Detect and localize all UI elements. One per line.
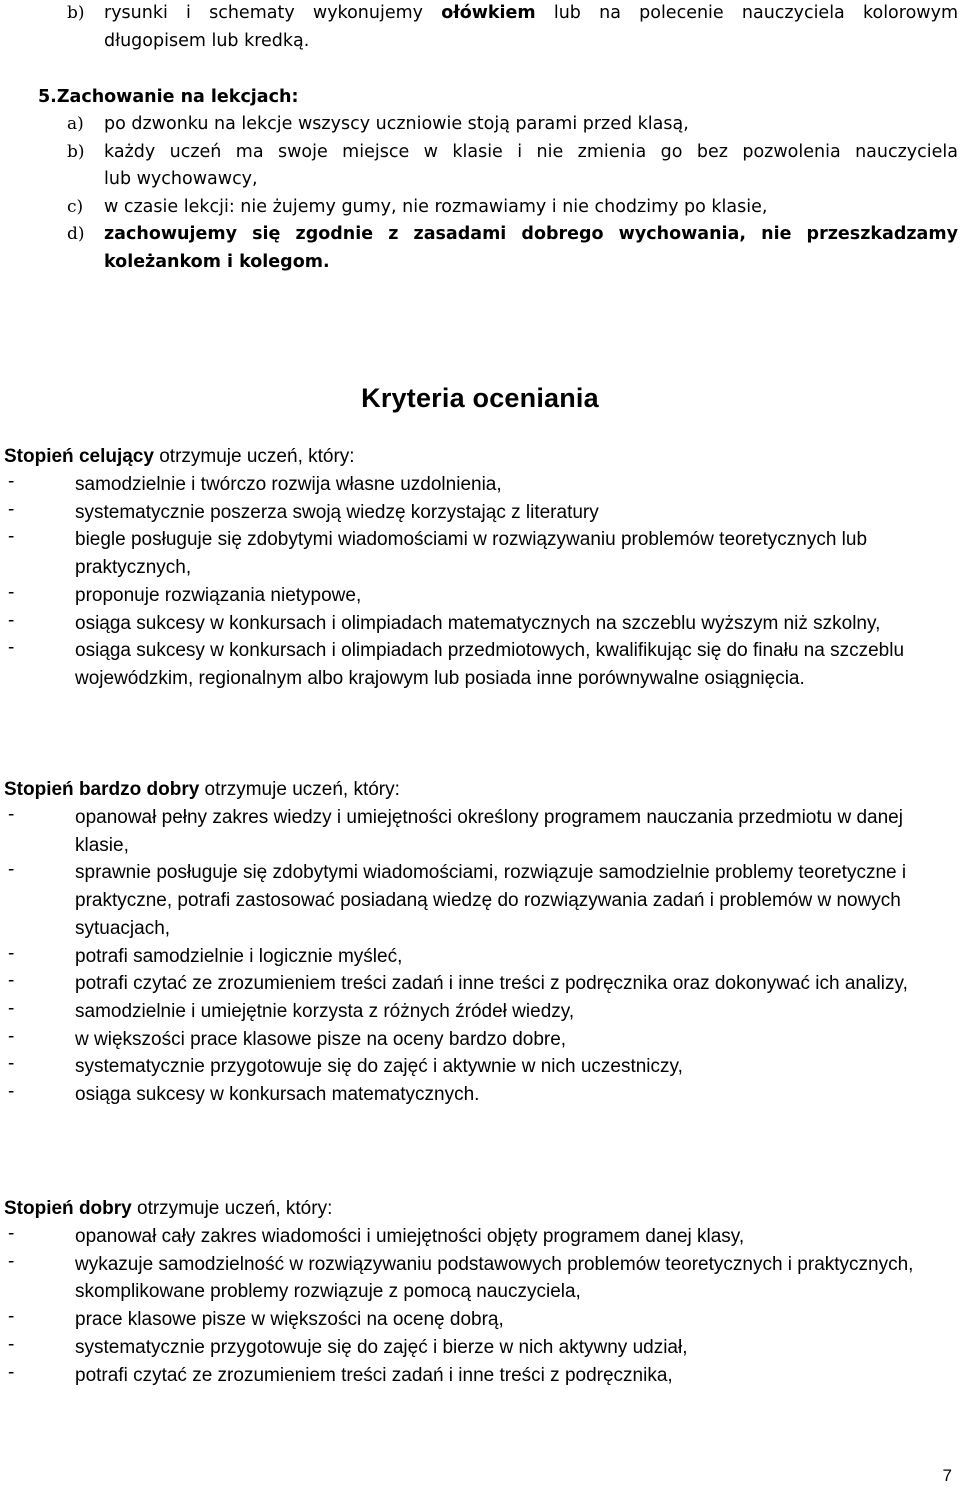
- list-item: [0, 194, 960, 222]
- rule-b-drawing: [0, 0, 960, 28]
- criteria-item-text: systematycznie przygotowuje się do zajęć i aktywnie w nich uczestniczy,: [75, 1056, 683, 1078]
- bullet-dash: -: [8, 1250, 15, 1272]
- bullet-dash: -: [8, 1081, 15, 1103]
- criteria-item-text: potrafi samodzielnie i logicznie myśleć,: [75, 945, 403, 967]
- list-item-text: po dzwonku na lekcje wszyscy uczniowie stoją parami przed klasą,: [104, 114, 689, 134]
- criteria-item-text: potrafi czytać ze zrozumieniem treści zadań i inne treści z podręcznika oraz dokonywać ich analizy,: [75, 973, 908, 995]
- criteria-item: [4, 499, 954, 527]
- criteria-item-text: sprawnie posługuje się zdobytymi wiadomościami, rozwiązuje samodzielnie problemy teoretyczne i praktyczne, potrafi zastosować posiadaną wiedzę do rozwiązywania zadań i problemów w nowych sytuacjach,: [75, 862, 907, 939]
- criteria-item-text: proponuje rozwiązania nietypowe,: [75, 584, 362, 606]
- criteria-item: [4, 1223, 954, 1251]
- bullet-dash: -: [8, 609, 15, 631]
- criteria-item: [4, 526, 954, 581]
- criteria-item: [4, 804, 954, 859]
- bullet-dash: -: [8, 1306, 15, 1328]
- criteria-item-text: osiąga sukcesy w konkursach i olimpiadach przedmiotowych, kwalifikując się do finału na szczeblu wojewódzkim, regionalnym albo krajowym lub posiada inne porównywalne osiągnięcia.: [75, 640, 905, 689]
- criteria-item-text: systematycznie przygotowuje się do zajęć i bierze w nich aktywny udział,: [75, 1336, 688, 1358]
- grade-name: Stopień bardzo dobry: [4, 779, 200, 800]
- bullet-dash: -: [8, 1361, 15, 1383]
- bullet-dash: -: [8, 804, 15, 825]
- grade-suffix: otrzymuje uczeń, który:: [199, 779, 400, 800]
- list-marker: b): [67, 3, 85, 23]
- list-item-text: koleżankom i kolegom.: [104, 251, 330, 272]
- list-item: [0, 139, 960, 167]
- criteria-item: [4, 970, 954, 998]
- page-title: Kryteria oceniania: [361, 383, 599, 413]
- bullet-dash: -: [8, 581, 15, 603]
- list-item-text: zachowujemy się zgodnie z zasadami dobrego wychowania, nie przeszkadzamy: [104, 224, 958, 244]
- grade-section-bardzo-dobry: [4, 776, 954, 1109]
- bullet-dash: -: [8, 1333, 15, 1355]
- bullet-dash: -: [8, 997, 15, 1019]
- list-item-text: rysunki i schematy wykonujemy ołówkiem lub na polecenie nauczyciela kolorowym: [104, 3, 958, 23]
- bullet-dash: -: [8, 526, 15, 548]
- heading-text: 5.Zachowanie na lekcjach:: [38, 87, 299, 107]
- criteria-item: [4, 610, 954, 638]
- grade-heading: [4, 443, 954, 471]
- bullet-dash: -: [8, 1053, 15, 1075]
- criteria-item: [4, 1306, 954, 1334]
- list-item: [0, 221, 960, 249]
- grade-suffix: otrzymuje uczeń, który:: [153, 446, 355, 467]
- list-marker: d): [67, 224, 85, 244]
- criteria-item: [4, 582, 954, 610]
- criteria-item: [4, 1251, 954, 1306]
- criteria-item-text: samodzielnie i umiejętnie korzysta z różnych źródeł wiedzy,: [75, 1000, 575, 1022]
- list-item-text: w czasie lekcji: nie żujemy gumy, nie rozmawiamy i nie chodzimy po klasie,: [104, 196, 768, 217]
- criteria-item: [4, 943, 954, 971]
- criteria-item-text: osiąga sukcesy w konkursach matematycznych.: [75, 1084, 480, 1106]
- criteria-item: [4, 1362, 954, 1390]
- grade-heading: [4, 776, 954, 804]
- bullet-dash: -: [8, 970, 15, 992]
- criteria-item-text: potrafi czytać ze zrozumieniem treści zadań i inne treści z podręcznika,: [75, 1364, 673, 1386]
- criteria-item: [4, 859, 954, 942]
- page-number: 7: [942, 1466, 952, 1485]
- list-item: [0, 166, 960, 194]
- bullet-dash: -: [8, 859, 15, 881]
- rule-b-drawing-cont: [0, 28, 960, 56]
- list-marker: b): [67, 141, 85, 162]
- bullet-dash: -: [8, 1223, 15, 1244]
- criteria-item: [4, 998, 954, 1026]
- list-item-text: długopisem lub kredką.: [104, 31, 310, 51]
- criteria-item: [4, 471, 954, 499]
- criteria-item: [4, 1026, 954, 1054]
- grade-heading: [4, 1195, 954, 1223]
- bullet-dash: -: [8, 498, 15, 520]
- criteria-item-text: prace klasowe pisze w większości na ocenę dobrą,: [75, 1309, 504, 1331]
- criteria-item-text: w większości prace klasowe pisze na oceny bardzo dobre,: [75, 1028, 567, 1050]
- bullet-dash: -: [8, 1025, 15, 1047]
- grade-name: Stopień celujący: [4, 446, 154, 467]
- grade-suffix: otrzymuje uczeń, który:: [131, 1198, 333, 1219]
- bullet-dash: -: [8, 637, 15, 659]
- criteria-item: [4, 637, 954, 692]
- criteria-item: [4, 1334, 954, 1362]
- criteria-item-text: opanował cały zakres wiadomości i umiejętności objęty programem danej klasy,: [75, 1226, 745, 1247]
- bullet-dash: -: [8, 942, 15, 964]
- list-item-text: lub wychowawcy,: [104, 169, 258, 189]
- criteria-item-text: samodzielnie i twórczo rozwija własne uzdolnienia,: [75, 474, 502, 495]
- grade-name: Stopień dobry: [4, 1198, 132, 1219]
- criteria-item-text: opanował pełny zakres wiedzy i umiejętności określony programem nauczania przedmiotu w danej klasie,: [75, 807, 903, 856]
- list-marker: c): [67, 196, 84, 217]
- list-item: [0, 111, 960, 139]
- list-item: [0, 249, 960, 277]
- grade-section-dobry: [4, 1195, 954, 1389]
- criteria-item: [4, 1053, 954, 1081]
- criteria-item: [4, 1081, 954, 1109]
- criteria-item-text: wykazuje samodzielność w rozwiązywaniu podstawowych problemów teoretycznych i praktycznych, skomplikowane problemy rozwiązuje z pomocą nauczyciela,: [75, 1253, 914, 1303]
- criteria-item-text: systematycznie poszerza swoją wiedzę korzystając z literatury: [75, 501, 599, 523]
- list-marker: a): [67, 114, 84, 134]
- section-heading: [0, 84, 960, 112]
- criteria-item-text: biegle posługuje się zdobytymi wiadomościami w rozwiązywaniu problemów teoretycznych lub praktycznych,: [75, 529, 868, 579]
- grade-section-celujacy: [4, 443, 954, 693]
- list-item-text: każdy uczeń ma swoje miejsce w klasie i nie zmienia go bez pozwolenia nauczyciela: [104, 141, 958, 162]
- bullet-dash: -: [8, 471, 15, 492]
- criteria-item-text: osiąga sukcesy w konkursach i olimpiadach matematycznych na szczeblu wyższym niż szkolny,: [75, 612, 881, 634]
